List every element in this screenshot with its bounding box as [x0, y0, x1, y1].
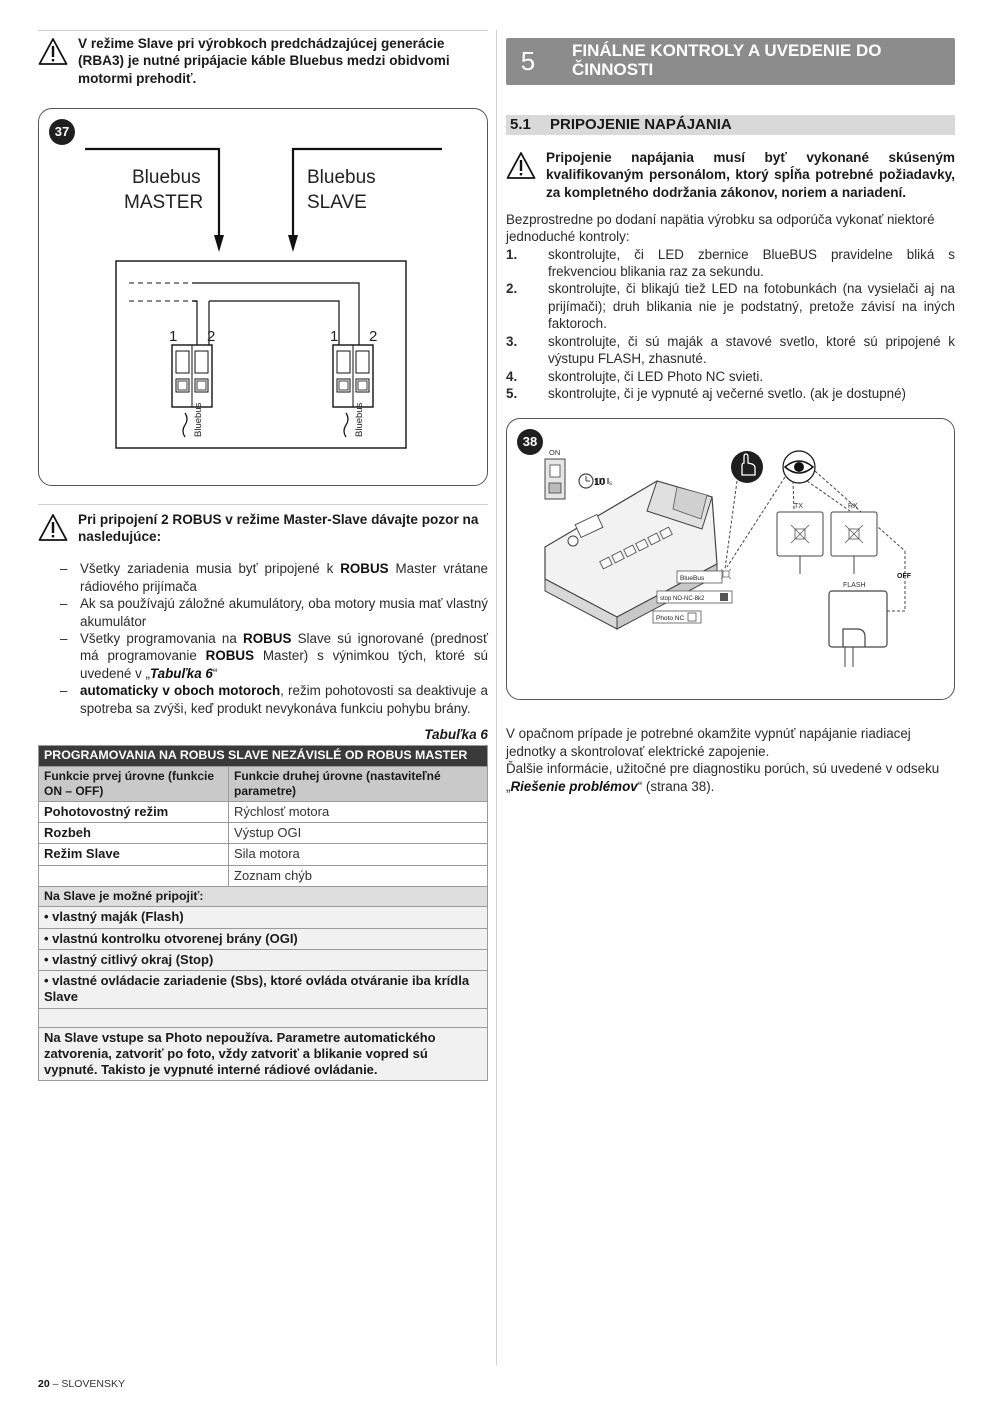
label-bluebus-master-2: MASTER: [124, 191, 204, 213]
list-dash: –: [60, 561, 68, 577]
table-col-1: Funkcie prvej úrovne (funkcie ON – OFF): [39, 766, 229, 801]
check-list: [506, 246, 955, 403]
figure-38: [506, 418, 955, 700]
label-bluebus-slave-1: Bluebus: [307, 166, 376, 188]
warning-rba3-text: V režime Slave pri výrobkoch predchádzajúcej generácie (RBA3) je nutné pripájacie káble Bluebus medzi obidvomi motormi prehodiť.: [78, 36, 450, 86]
table-cell: Režim Slave: [39, 844, 229, 865]
list-item: [60, 682, 488, 717]
chapter-title: FINÁLNE KONTROLY A UVEDENIE DO ČINNOSTI: [572, 41, 882, 79]
left-column: [38, 30, 488, 1081]
tx-label: TX: [794, 503, 803, 511]
list-item: [60, 560, 488, 595]
table-row: [39, 823, 488, 844]
table-cell: Rozbeh: [39, 823, 229, 844]
check-item: 5. skontrolujte, či je vypnuté aj večerné svetlo. (ak je dostupné): [506, 385, 907, 401]
warning-icon: [506, 151, 536, 181]
connect-item: • vlastný citlivý okraj (Stop): [39, 949, 488, 970]
connect-title: Na Slave je možné pripojiť:: [39, 886, 488, 907]
terminal-1-left: 1: [169, 327, 178, 345]
warning-icon: [38, 513, 68, 543]
intro-text: Bezprostredne po dodaní napätia výrobku sa odporúča vykonať niektoré jednoduché kontroly:: [506, 211, 935, 245]
table-spacer-row: [39, 1008, 488, 1027]
table-row: [39, 844, 488, 865]
check-item: 4. skontrolujte, či LED Photo NC svieti.: [506, 368, 764, 384]
check-item: 1. skontrolujte, či LED zbernice BlueBUS pravidelne bliká s frekvenciou blikania raz za sekundu.: [506, 246, 955, 280]
bluebus-led-label: BlueBus: [680, 575, 705, 583]
chapter-number: 5: [520, 46, 536, 76]
label-bluebus-master-1: Bluebus: [132, 166, 201, 188]
connector-label-right: Bluebus: [354, 402, 365, 437]
section-number: 5.1: [510, 116, 531, 133]
bluebus-wiring-diagram: [39, 109, 487, 485]
warning-master-slave-text: Pri pripojení 2 ROBUS v režime Master-Slave dávajte pozor na nasledujúce:: [78, 511, 479, 544]
on-label: ON: [549, 448, 561, 458]
connect-item: • vlastné ovládacie zariadenie (Sbs), ktoré ovláda otváranie iba krídla Slave: [39, 971, 488, 1009]
table-row: [39, 801, 488, 822]
table-row: [39, 865, 488, 886]
stop-led-label: stop NO-NC-8k2: [660, 596, 705, 603]
list-item-text: Všetky programovania na ROBUS Slave sú ignorované (prednosť má programovanie ROBUS Master) s výnimkou tých, ktoré sú uvedené v „Tabuľka 6“: [80, 630, 488, 681]
figure-37: [38, 108, 488, 486]
table-cell: Zoznam chýb: [229, 865, 488, 886]
table-header: PROGRAMOVANIA NA ROBUS SLAVE NEZÁVISLÉ OD ROBUS MASTER: [39, 746, 488, 767]
list-item: [60, 630, 488, 682]
figure-number: 38: [517, 429, 543, 455]
figure-number: 37: [49, 119, 75, 145]
table-cell: Sila motora: [229, 844, 488, 865]
warning-power-text: Pripojenie napájania musí byť vykonané skúseným kvalifikovaným personálom, ktorý spĺňa potrebné požiadavky, za kompletného dodržania zákonov, noriem a nariadení.: [546, 150, 955, 200]
page-footer: 20 – SLOVENSKY: [38, 1378, 125, 1390]
power-check-illustration: [507, 419, 954, 699]
list-item-text: Všetky zariadenia musia byť pripojené k ROBUS Master vrátane rádiového prijímača: [80, 561, 489, 594]
timer-value: 10: [594, 477, 606, 489]
table-caption: Tabuľka 6: [424, 727, 488, 743]
list-dash: –: [60, 683, 68, 699]
column-divider: [496, 30, 497, 1365]
page-number: 20: [38, 1378, 50, 1390]
check-item: 3. skontrolujte, či sú maják a stavové svetlo, ktoré sú pripojené k výstupu FLASH, zhasnuté.: [506, 333, 955, 367]
off-label: OFF: [897, 573, 911, 581]
master-slave-notes: [38, 560, 488, 717]
check-item: 2. skontrolujte, či blikajú tiež LED na fotobunkách (na vysielači aj na prijímači); druh blikania nie je podstatný, pretože závisí na iných faktoroch.: [506, 281, 955, 332]
list-dash: –: [60, 630, 68, 646]
table-col-2: Funkcie druhej úrovne (nastaviteľné parametre): [229, 766, 488, 801]
label-bluebus-slave-2: SLAVE: [307, 191, 367, 213]
terminal-2-right: 2: [369, 327, 378, 345]
footer-language: SLOVENSKY: [61, 1378, 125, 1390]
table-cell: Pohotovostný režim: [39, 801, 229, 822]
list-item-text: Ak sa používajú záložné akumulátory, oba motory musia mať vlastný akumulátor: [80, 596, 488, 629]
table-cell: Rýchlosť motora: [229, 801, 488, 822]
list-dash: –: [60, 596, 68, 612]
terminal-2-left: 2: [207, 327, 216, 345]
table-cell: Výstup OGI: [229, 823, 488, 844]
table-cell: [39, 865, 229, 886]
timer-unit: s: [609, 481, 612, 488]
table-6-reference: Tabuľka 6: [149, 665, 213, 681]
chapter-heading: [506, 38, 955, 85]
right-column: [506, 38, 955, 795]
warning-master-slave: [38, 504, 488, 546]
rx-label: RX: [848, 503, 858, 511]
section-heading: [506, 115, 955, 135]
table-6: [38, 745, 488, 1081]
connect-item: • vlastnú kontrolku otvorenej brány (OGI): [39, 928, 488, 949]
list-item: [60, 595, 488, 630]
warning-power: [506, 149, 955, 201]
list-item-text: automaticky v oboch motoroch, režim pohotovosti sa deaktivuje a spotreba sa zvýši, keď produkt nevykonáva funkciu pohybu brány.: [80, 683, 488, 716]
connector-label-left: Bluebus: [193, 402, 204, 437]
terminal-1-right: 1: [330, 327, 339, 345]
after-text-1: V opačnom prípade je potrebné okamžite vypnúť napájanie riadiacej jednotky a skontrolovať elektrické zapojenie.: [506, 726, 911, 759]
photo-led-label: Photo NC: [656, 615, 685, 623]
table-note: Na Slave vstupe sa Photo nepoužíva. Parametre automatického zatvorenia, zatvoriť po foto, vždy zatvoriť a blikanie vopred sú vypnuté. Takisto je vypnuté interné rádiové ovládanie.: [39, 1027, 488, 1081]
troubleshooting-reference: Riešenie problémov: [510, 778, 638, 794]
flash-label: FLASH: [843, 582, 866, 590]
after-text-2: Ďalšie informácie, užitočné pre diagnostiku porúch, sú uvedené v odseku „Riešenie problémov“ (strana 38).: [506, 761, 940, 794]
connect-item: • vlastný maják (Flash): [39, 907, 488, 928]
section-title: PRIPOJENIE NAPÁJANIA: [550, 116, 732, 133]
warning-rba3: [38, 30, 488, 87]
warning-icon: [38, 37, 68, 67]
